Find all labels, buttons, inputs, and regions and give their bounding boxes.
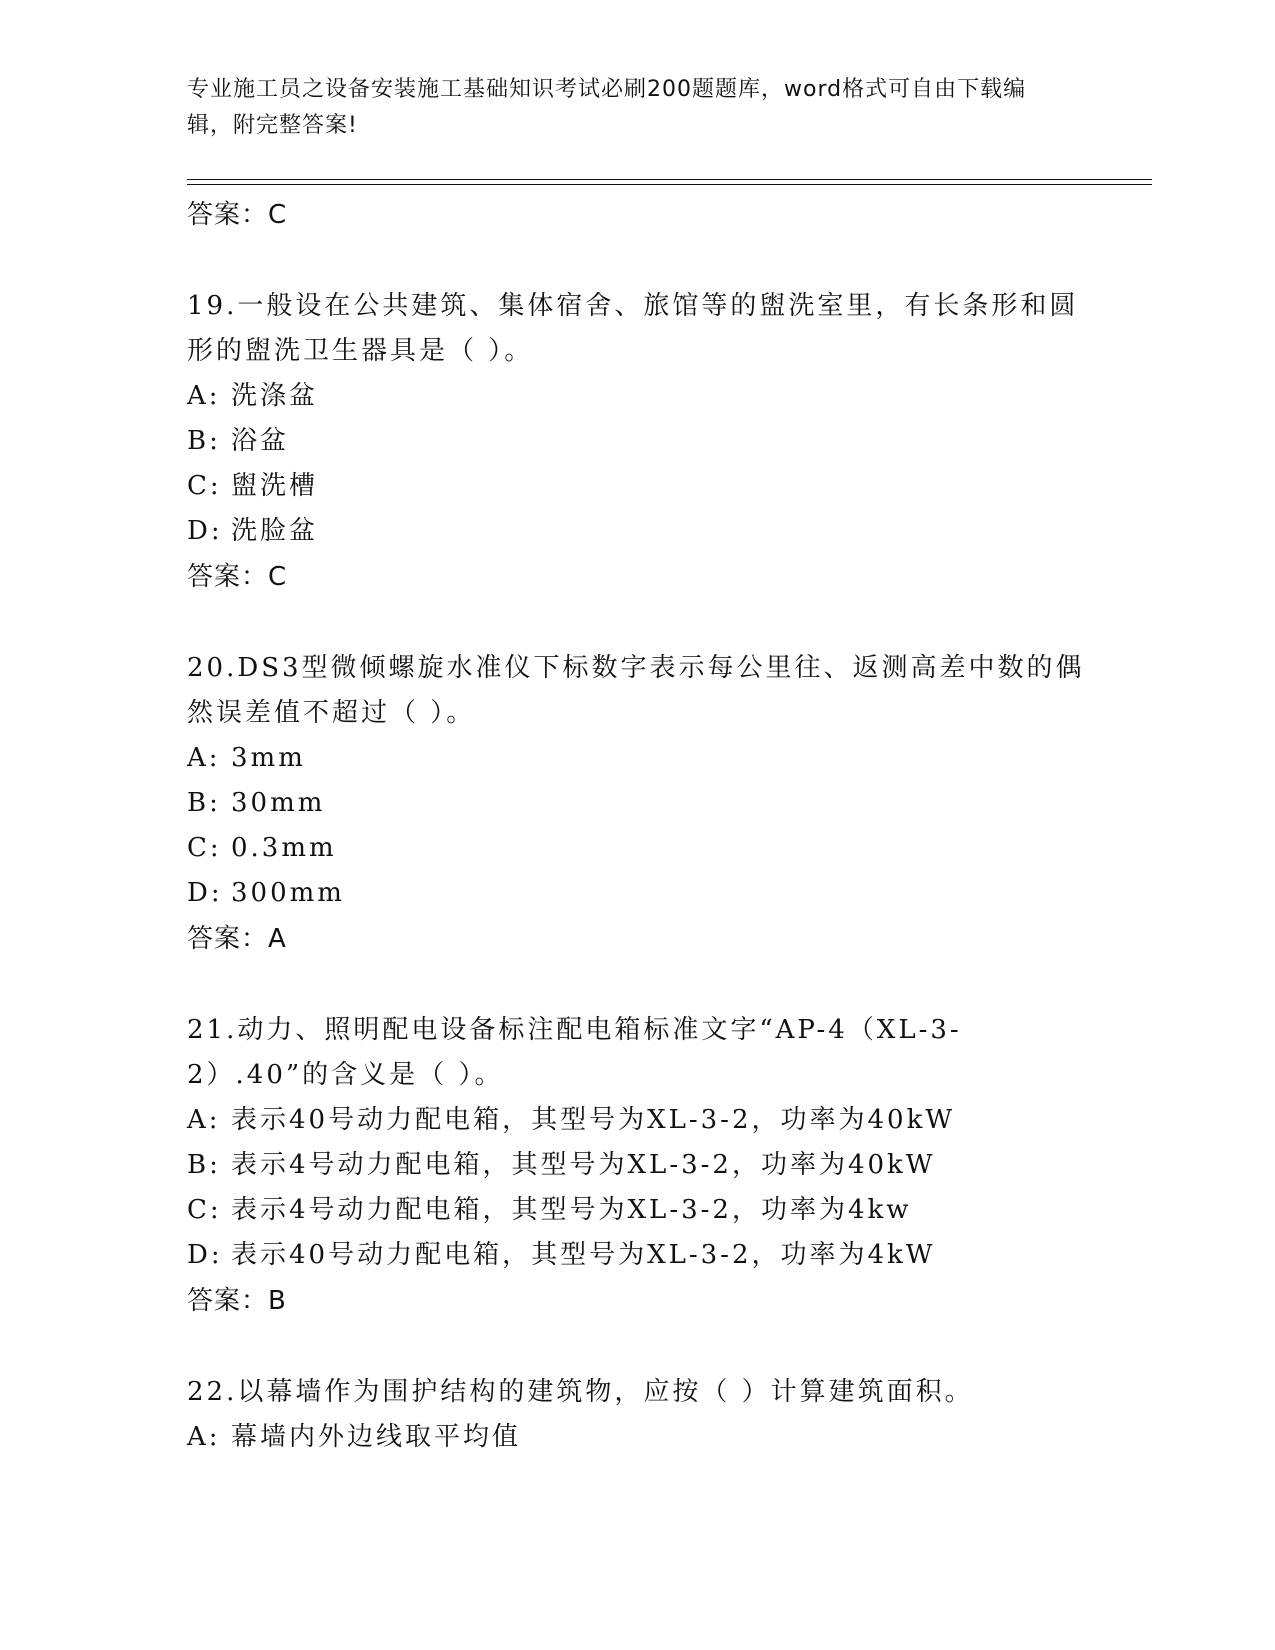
- option-text: 洗涤盆: [231, 381, 319, 411]
- option-d: [187, 509, 1087, 554]
- question-21: [187, 1008, 1087, 1324]
- question-19: [187, 284, 1087, 600]
- header-divider-bottom: [187, 184, 1152, 185]
- question-20: [187, 646, 1087, 962]
- question-answer: 答案：A: [187, 924, 287, 954]
- option-label: D:: [187, 878, 223, 908]
- header-divider-top: [187, 179, 1152, 180]
- option-label: C:: [187, 471, 222, 501]
- option-label: A:: [187, 1105, 221, 1135]
- option-text: 盥洗槽: [231, 471, 319, 501]
- question-text: 21.动力、照明配电设备标注配电箱标准文字“AP-4（XL-3-2）.40”的含义是（ ）。: [187, 1015, 962, 1090]
- option-label: A:: [187, 381, 221, 411]
- option-label: C:: [187, 833, 222, 863]
- option-text: 表示4号动力配电箱，其型号为XL-3-2，功率为40kW: [231, 1150, 936, 1180]
- option-label: B:: [187, 1150, 221, 1180]
- option-text: 3mm: [231, 743, 306, 773]
- document-body: [187, 192, 1087, 1460]
- option-label: B:: [187, 426, 221, 456]
- document-header-title: 专业施工员之设备安装施工基础知识考试必刷200题题库，word格式可自由下载编辑，附完整答案!: [187, 77, 1027, 138]
- option-text: 表示40号动力配电箱，其型号为XL-3-2，功率为4kW: [231, 1240, 936, 1270]
- option-text: 30mm: [231, 788, 326, 818]
- question-text: 22.以幕墙作为围护结构的建筑物，应按（ ）计算建筑面积。: [187, 1377, 974, 1407]
- option-c: [187, 464, 1087, 509]
- option-d: [187, 1233, 1087, 1278]
- option-label: B:: [187, 788, 221, 818]
- question-text: 20.DS3型微倾螺旋水准仪下标数字表示每公里往、返测高差中数的偶然误差值不超过（ ）。: [187, 653, 1085, 728]
- option-text: 洗脸盆: [231, 516, 319, 546]
- option-b: [187, 1143, 1087, 1188]
- question-text: 19.一般设在公共建筑、集体宿舍、旅馆等的盥洗室里，有长条形和圆形的盥洗卫生器具是（ ）。: [187, 291, 1079, 366]
- option-text: 表示4号动力配电箱，其型号为XL-3-2，功率为4kw: [231, 1195, 912, 1225]
- option-a: [187, 374, 1087, 419]
- option-a: [187, 1415, 1087, 1460]
- question-answer: 答案：C: [187, 562, 288, 592]
- option-label: C:: [187, 1195, 222, 1225]
- option-a: [187, 1098, 1087, 1143]
- option-text: 0.3mm: [231, 833, 337, 863]
- option-a: [187, 736, 1087, 781]
- previous-question-answer: 答案：C: [187, 200, 288, 230]
- option-text: 幕墙内外边线取平均值: [231, 1422, 522, 1452]
- option-b: [187, 781, 1087, 826]
- question-answer: 答案：B: [187, 1286, 287, 1316]
- option-b: [187, 419, 1087, 464]
- option-label: A:: [187, 743, 221, 773]
- option-label: D:: [187, 516, 223, 546]
- option-c: [187, 826, 1087, 871]
- option-text: 300mm: [231, 878, 345, 908]
- option-label: D:: [187, 1240, 223, 1270]
- option-c: [187, 1188, 1087, 1233]
- option-text: 表示40号动力配电箱，其型号为XL-3-2，功率为40kW: [231, 1105, 956, 1135]
- option-text: 浴盆: [231, 426, 290, 456]
- question-22: [187, 1370, 1087, 1460]
- option-label: A:: [187, 1422, 221, 1452]
- option-d: [187, 871, 1087, 916]
